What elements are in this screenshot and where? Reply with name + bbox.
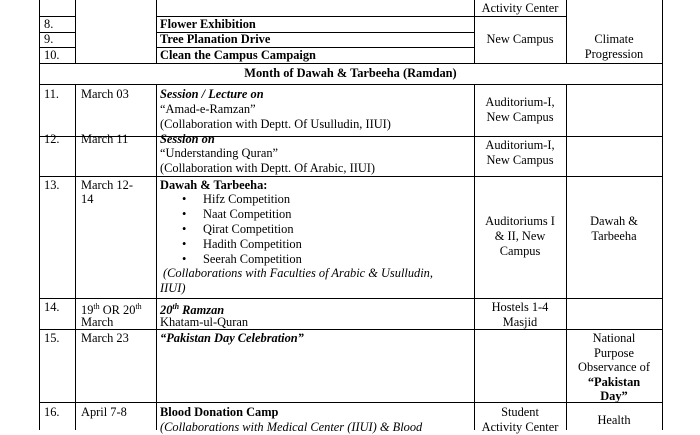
row-number: 14. — [44, 300, 60, 314]
activity-title: Blood Donation Camp — [160, 405, 279, 419]
row-divider — [39, 136, 663, 137]
row-number: 16. — [44, 405, 60, 419]
row-divider — [39, 298, 663, 299]
activity-title: Session / Lecture on — [160, 87, 264, 101]
activity-title: Flower Exhibition — [160, 17, 256, 31]
row-divider — [39, 63, 663, 64]
activity-title: Tree Planation Drive — [160, 32, 271, 46]
collaboration-note: (Collaborations with Faculties of Arabic & Usulludin, — [163, 266, 433, 280]
activity-title: 20th Ramzan — [160, 302, 225, 318]
theme-cell: Tarbeeha — [591, 229, 637, 243]
theme-cell: Purpose — [594, 346, 634, 360]
row-number: 11. — [44, 87, 60, 101]
venue-cell: Auditorium-I, — [485, 95, 555, 109]
venue-cell: Campus — [499, 244, 541, 258]
venue-cell: New Campus — [486, 153, 554, 167]
venue-cell: New Campus — [486, 110, 554, 124]
activity-detail: (Collaboration with Deptt. Of Usulludin, IIUI) — [160, 117, 391, 131]
row-number: 13. — [44, 178, 60, 192]
theme-cell: Health — [597, 413, 631, 427]
competition-label: Seerah Competition — [203, 252, 302, 266]
table-border-left — [39, 0, 40, 430]
bullet-icon: • — [182, 237, 187, 251]
row-number: 12. — [44, 132, 60, 146]
row-divider — [39, 84, 663, 85]
theme-cell: Observance of — [578, 360, 650, 374]
venue-cell: Masjid — [502, 315, 538, 329]
row-number: 9. — [44, 32, 54, 46]
bullet-icon: • — [182, 252, 187, 266]
theme-cell: Progression — [584, 47, 644, 61]
date-cell: April 7-8 — [81, 405, 127, 419]
competition-label: Hadith Competition — [203, 237, 302, 251]
activity-title: “Pakistan Day Celebration” — [160, 331, 304, 345]
bullet-icon: • — [182, 192, 187, 206]
activity-detail: “Understanding Quran” — [160, 146, 279, 160]
competition-label: Qirat Competition — [203, 222, 294, 236]
table-border-right — [662, 0, 663, 430]
activity-detail: (Collaboration with Deptt. Of Arabic, IIUI) — [160, 161, 376, 175]
activity-title: Dawah & Tarbeeha: — [160, 178, 268, 192]
collaboration-note: (Collaborations with Medical Center (IIUI) & Blood — [160, 420, 423, 434]
theme-cell: National — [592, 331, 636, 345]
date-cell: 14 — [81, 192, 94, 206]
theme-cell: Day” — [600, 389, 628, 403]
row-number: 10. — [44, 48, 60, 62]
venue-cell: Student — [501, 405, 539, 419]
competition-label: Hifz Competition — [203, 192, 291, 206]
date-cell: March 03 — [81, 87, 129, 101]
venue-cell: Hostels 1-4 — [491, 300, 549, 314]
venue-cell: & II, New — [494, 229, 546, 243]
venue-cell: Activity Center — [481, 1, 559, 15]
activity-title: Clean the Campus Campaign — [160, 48, 316, 62]
date-cell: March 12- — [81, 178, 133, 192]
venue-cell: New Campus — [486, 32, 554, 46]
date-cell: March — [81, 315, 114, 329]
date-cell: March 11 — [81, 132, 129, 146]
venue-cell: Activity Center — [481, 420, 559, 434]
row-number: 15. — [44, 331, 60, 345]
theme-cell: “Pakistan — [587, 375, 641, 389]
bullet-icon: • — [182, 207, 187, 221]
activity-detail: Khatam-ul-Quran — [160, 315, 249, 329]
month-header: Month of Dawah & Tarbeeha (Ramdan) — [244, 66, 457, 80]
theme-cell: Climate — [594, 32, 634, 46]
date-cell: March 23 — [81, 331, 129, 345]
row-divider — [474, 16, 567, 17]
bullet-icon: • — [182, 222, 187, 236]
competition-label: Naat Competition — [203, 207, 292, 221]
row-divider — [39, 329, 663, 330]
activity-detail: “Amad-e-Ramzan” — [160, 102, 256, 116]
row-number: 8. — [44, 17, 54, 31]
activity-title: Session on — [160, 132, 215, 146]
date-cell: 19th OR 20th — [81, 302, 142, 318]
venue-cell: Auditorium-I, — [485, 138, 555, 152]
collaboration-note: IIUI) — [160, 281, 186, 295]
row-divider — [39, 176, 663, 177]
venue-cell: Auditoriums I — [485, 214, 555, 228]
theme-cell: Dawah & — [590, 214, 638, 228]
